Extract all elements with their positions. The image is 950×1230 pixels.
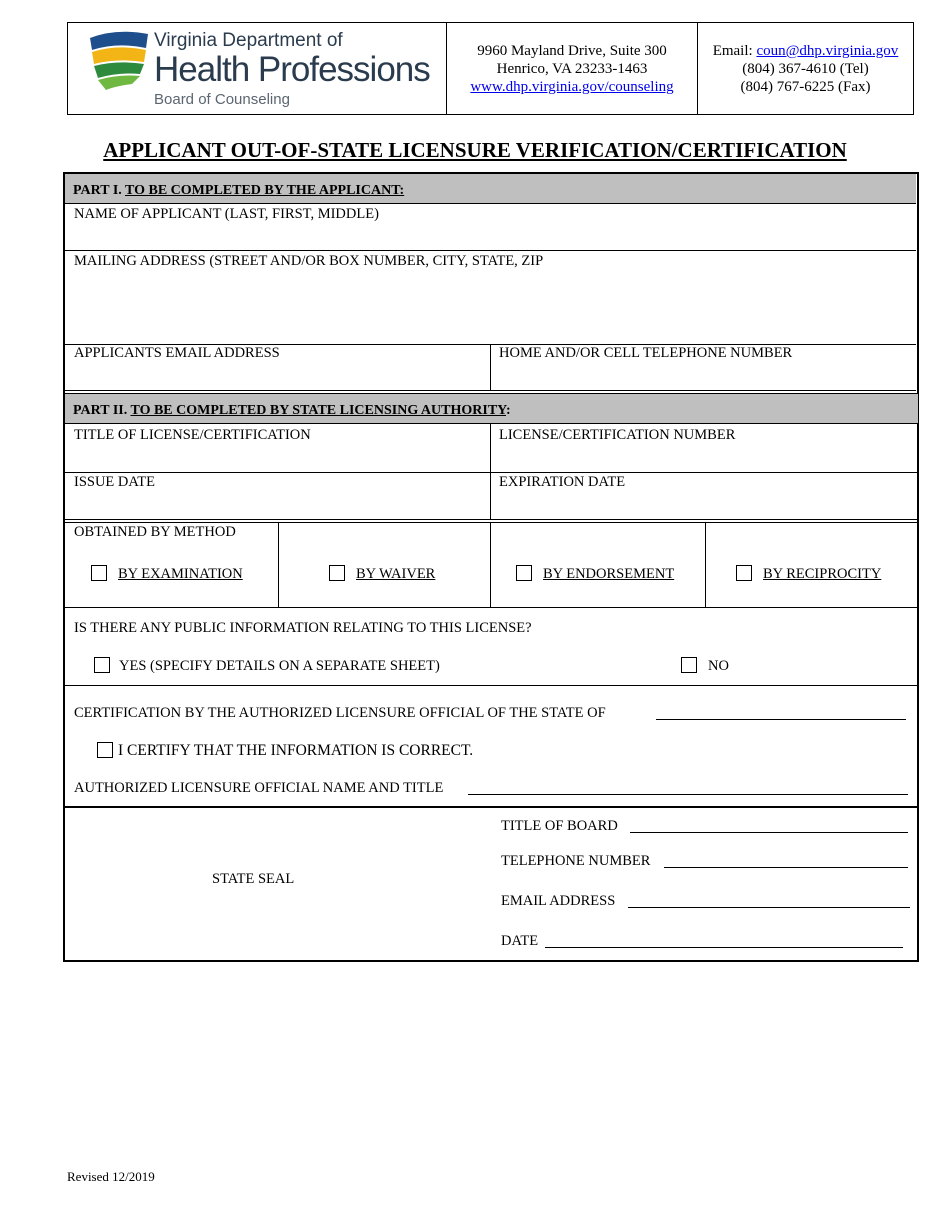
public-info-yes-label: YES (SPECIFY DETAILS ON A SEPARATE SHEET) — [119, 658, 440, 674]
dhp-logo-icon — [86, 28, 152, 92]
state-seal-label: STATE SEAL — [212, 871, 295, 887]
official-name-input-line[interactable] — [468, 794, 908, 795]
public-info-question: IS THERE ANY PUBLIC INFORMATION RELATING TO THIS LICENSE? — [74, 620, 532, 636]
org-name-line1: Virginia Department of — [154, 30, 343, 51]
examination-checkbox[interactable] — [91, 565, 107, 581]
divider — [65, 472, 918, 473]
phone-label: HOME AND/OR CELL TELEPHONE NUMBER — [499, 345, 793, 361]
board-title-label: TITLE OF BOARD — [501, 818, 618, 834]
org-name-line3: Board of Counseling — [154, 91, 290, 108]
vertical-divider — [705, 522, 706, 608]
email-label: Email: — [712, 43, 757, 59]
expiration-date-label: EXPIRATION DATE — [499, 474, 626, 490]
part1-header — [65, 174, 916, 204]
website-link[interactable]: www.dhp.virginia.gov/counseling — [470, 79, 674, 95]
part2-heading: TO BE COMPLETED BY STATE LICENSING AUTHORITY — [130, 403, 506, 418]
endorsement-checkbox[interactable] — [516, 565, 532, 581]
license-title-label: TITLE OF LICENSE/CERTIFICATION — [74, 427, 311, 443]
part2-prefix: PART II. — [73, 403, 131, 418]
certify-checkbox[interactable] — [97, 742, 113, 758]
email-address-label: EMAIL ADDRESS — [501, 893, 616, 909]
divider — [65, 607, 918, 608]
certification-by-label: CERTIFICATION BY THE AUTHORIZED LICENSURE OFFICIAL OF THE STATE OF — [74, 705, 606, 721]
email-link[interactable]: coun@dhp.virginia.gov — [756, 43, 899, 59]
official-name-title-label: AUTHORIZED LICENSURE OFFICIAL NAME AND TITLE — [74, 780, 444, 796]
applicant-email-label: APPLICANTS EMAIL ADDRESS — [74, 345, 280, 361]
date-label: DATE — [501, 933, 539, 949]
examination-label: BY EXAMINATION — [118, 566, 243, 582]
applicant-name-label: NAME OF APPLICANT (LAST, FIRST, MIDDLE) — [74, 206, 379, 222]
address-block — [446, 42, 698, 96]
address-line2: Henrico, VA 23233-1463 — [496, 61, 648, 77]
telephone-input-line[interactable] — [664, 867, 908, 868]
method-label: OBTAINED BY METHOD — [74, 524, 236, 540]
org-name-line2: Health Professions — [154, 50, 430, 89]
state-of-input-line[interactable] — [656, 719, 906, 720]
waiver-label: BY WAIVER — [356, 566, 436, 582]
mailing-address-label: MAILING ADDRESS (STREET AND/OR BOX NUMBER, CITY, STATE, ZIP — [74, 253, 544, 269]
vertical-divider — [490, 344, 491, 391]
issue-date-label: ISSUE DATE — [74, 474, 155, 490]
endorsement-label: BY ENDORSEMENT — [543, 566, 675, 582]
license-number-label: LICENSE/CERTIFICATION NUMBER — [499, 427, 736, 443]
divider — [65, 685, 918, 686]
email-line — [697, 42, 914, 60]
date-input-line[interactable] — [545, 947, 903, 948]
form-title: APPLICANT OUT-OF-STATE LICENSURE VERIFICATION/CERTIFICATION — [103, 138, 847, 162]
revised-date: Revised 12/2019 — [67, 1169, 155, 1184]
part2-colon: : — [506, 403, 511, 418]
contact-block — [697, 42, 914, 96]
part1-heading: TO BE COMPLETED BY THE APPLICANT: — [125, 183, 405, 198]
certify-label: I CERTIFY THAT THE INFORMATION IS CORRECT. — [118, 742, 474, 759]
waiver-checkbox[interactable] — [329, 565, 345, 581]
fax-line: (804) 767-6225 (Fax) — [740, 79, 871, 95]
reciprocity-checkbox[interactable] — [736, 565, 752, 581]
vertical-divider — [490, 424, 491, 520]
reciprocity-label: BY RECIPROCITY — [763, 566, 882, 582]
tel-line: (804) 367-4610 (Tel) — [742, 61, 869, 77]
part2-header — [65, 393, 918, 424]
public-info-yes-checkbox[interactable] — [94, 657, 110, 673]
board-title-input-line[interactable] — [630, 832, 908, 833]
divider — [65, 806, 918, 808]
address-line1: 9960 Mayland Drive, Suite 300 — [477, 43, 667, 59]
vertical-divider — [278, 522, 279, 608]
divider — [65, 519, 918, 520]
vertical-divider — [490, 522, 491, 608]
public-info-no-label: NO — [708, 658, 729, 674]
part1-prefix: PART I. — [73, 183, 126, 198]
divider — [65, 250, 916, 251]
telephone-number-label: TELEPHONE NUMBER — [501, 853, 651, 869]
divider — [65, 522, 918, 523]
public-info-no-checkbox[interactable] — [681, 657, 697, 673]
email-input-line[interactable] — [628, 907, 910, 908]
